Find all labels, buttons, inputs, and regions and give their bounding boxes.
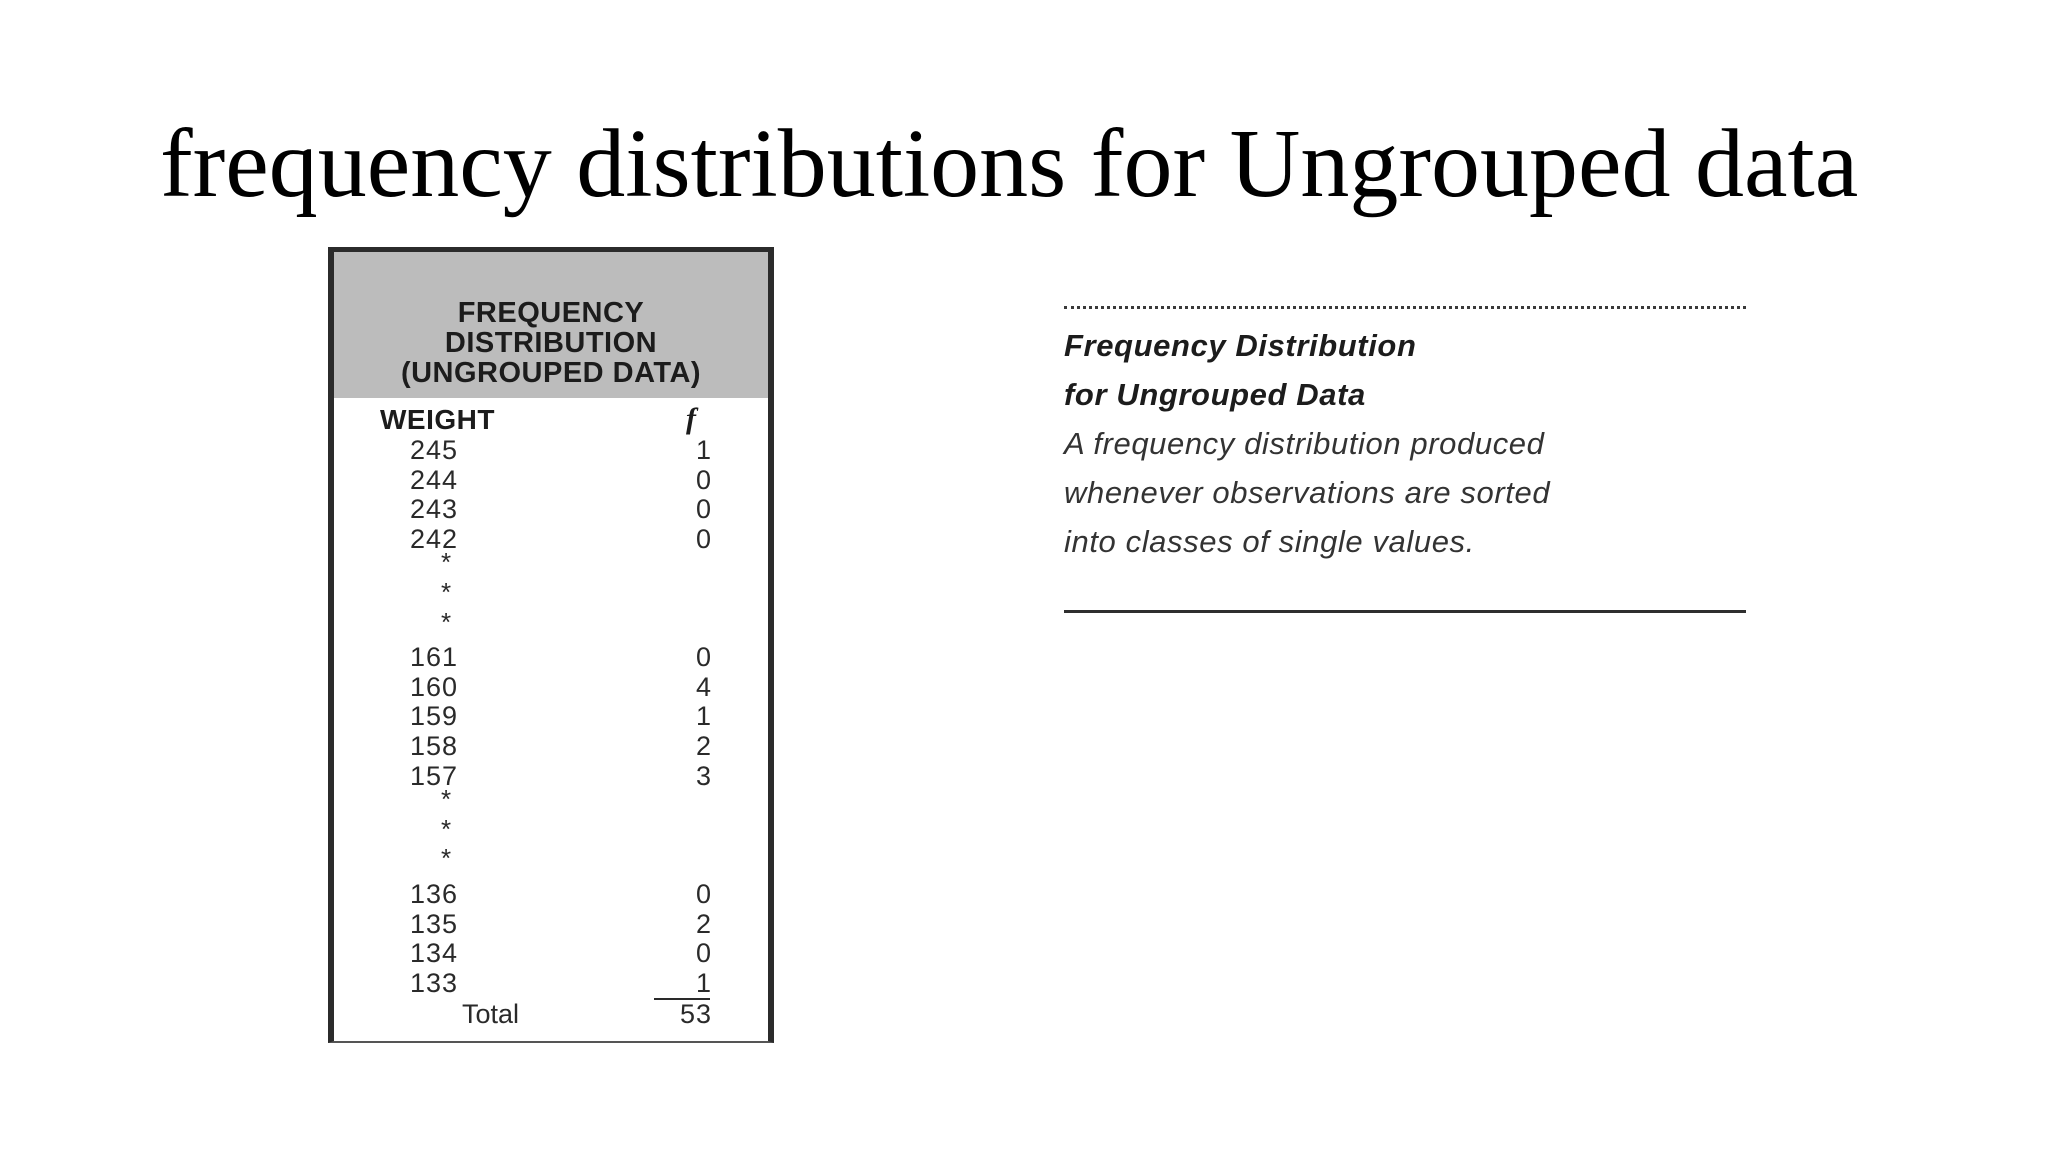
definition-text [1064,419,1754,566]
ellipsis-dot: * [441,606,452,637]
frequency-cell: 3 [695,760,712,791]
weight-cell: 161 [410,642,459,673]
definition-text-line: A frequency distribution produced [1064,426,1545,461]
weight-cell: 243 [410,494,459,525]
table-row [334,525,768,555]
solid-divider [1064,610,1746,613]
table-row [334,880,768,910]
total-value: 53 [679,999,712,1030]
frequency-cell: 1 [695,435,712,465]
total-row [334,998,768,1030]
weight-cell: 245 [410,435,459,465]
table-row [334,495,768,525]
ellipsis-row [334,606,768,644]
weight-cell: 159 [410,701,459,732]
column-header-weight: WEIGHT [380,404,495,435]
column-header-row [334,398,768,436]
definition-term [1064,321,1754,419]
definition-text-line: whenever observations are sorted [1064,475,1551,510]
table-row [334,939,768,969]
frequency-cell: 1 [695,701,712,732]
definition-term-line: Frequency Distribution [1064,328,1417,363]
definition-term-line: for Ungrouped Data [1064,377,1366,412]
table-header-line: FREQUENCY [457,297,645,329]
table-row [334,643,768,673]
weight-cell: 133 [410,967,459,998]
weight-cell: 160 [410,671,459,702]
frequency-cell: 0 [695,494,712,525]
table-row [334,673,768,703]
table-row [334,466,768,496]
ellipsis-dot: * [441,547,452,578]
frequency-cell: 1 [695,967,712,998]
frequency-cell: 2 [695,908,712,939]
ellipsis-row [334,547,768,584]
weight-cell: 136 [410,878,459,909]
frequency-cell: 4 [695,671,712,702]
dotted-divider [1064,306,1746,309]
frequency-cell: 0 [695,642,712,673]
table-row [334,732,768,762]
table-row [334,910,768,940]
ellipsis-dot: * [441,813,452,844]
table-body [334,436,768,1030]
slide-title: frequency distributions for Ungrouped data [160,110,1859,218]
weight-cell: 242 [410,523,459,554]
weight-cell: 134 [410,938,459,969]
frequency-cell: 2 [695,730,712,761]
table-header [334,252,768,398]
ellipsis-row [334,576,768,614]
frequency-cell: 0 [695,464,712,495]
table-row [334,702,768,732]
weight-cell: 135 [410,908,459,939]
table-row [334,969,768,999]
ellipsis-dot: * [441,843,452,874]
frequency-table [328,247,774,1043]
ellipsis-row [334,784,768,821]
ellipsis-row [334,813,768,851]
ellipsis-dot: * [441,784,452,815]
frequency-cell: 0 [695,523,712,554]
table-header-title [401,298,701,388]
column-header-frequency: f [686,402,696,435]
frequency-cell: 0 [695,938,712,969]
table-row [334,762,768,792]
definition-text-line: into classes of single values. [1064,524,1475,559]
weight-cell: 157 [410,760,459,791]
table-row [334,436,768,466]
definition-box [1064,306,1754,613]
table-header-line: (UNGROUPED DATA) [400,357,702,389]
frequency-cell: 0 [695,878,712,909]
total-label: Total [462,999,520,1030]
table-header-line: DISTRIBUTION [444,327,658,359]
ellipsis-row [334,843,768,880]
weight-cell: 244 [410,464,459,495]
ellipsis-dot: * [441,576,452,607]
weight-cell: 158 [410,730,459,761]
